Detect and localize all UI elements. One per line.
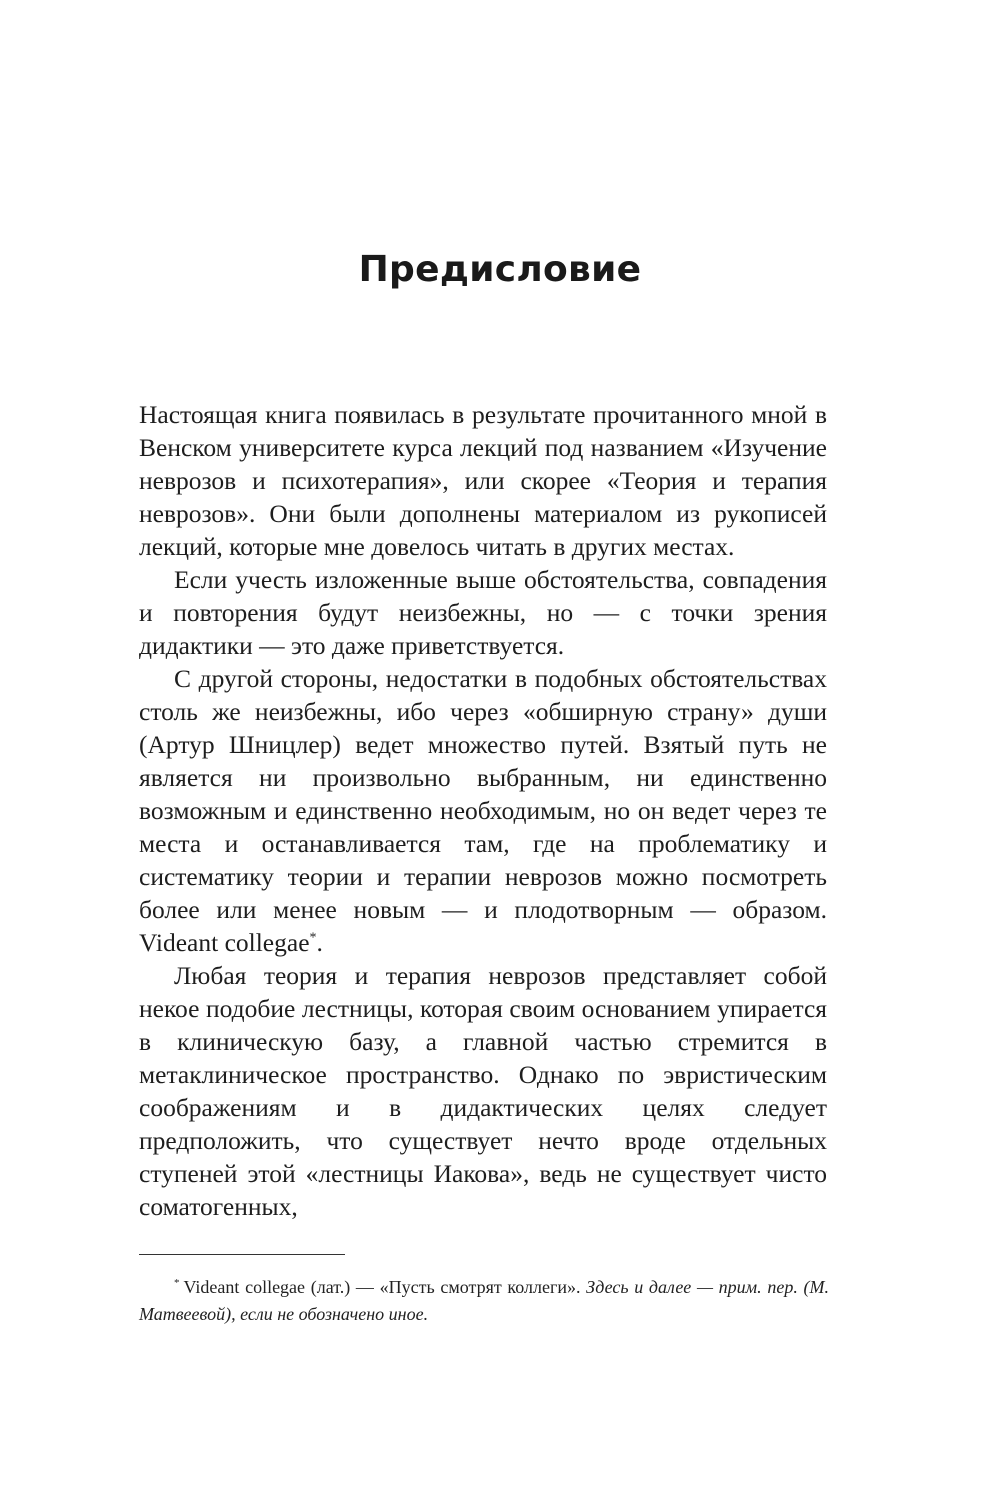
footnote-translator-note: Здесь и далее — прим. пер. (М. Матвеевой), если не обозначено иное.	[139, 1277, 829, 1324]
main-text	[139, 398, 827, 1223]
paragraph-3	[139, 662, 827, 959]
paragraph-3-text: С другой стороны, недостатки в подобных обстоятельствах столь же неизбежны, ибо через «обширную страну» души (Артур Шницлер) ведет множество путей. Взятый путь не является ни произвольно выбранным, ни единственно возможным и единственно необходимым, но он ведет через те места и останавливается там, где на проблематику и систематику теории и терапии неврозов можно посмотреть более или менее новым — и плодотворным — образом. Videant collegae	[139, 664, 827, 957]
paragraph-3-end: .	[316, 928, 323, 957]
footnote-text: Videant collegae (лат.) — «Пусть смотрят коллеги».	[183, 1277, 587, 1297]
paragraph-1: Настоящая книга появилась в результате прочитанного мной в Венском университете курса лекций под названием «Изучение неврозов и психотерапия», или скорее «Теория и терапия неврозов». Они были дополнены материалом из рукописей лекций, которые мне довелось читать в других местах.	[139, 400, 827, 561]
paragraph-2: Если учесть изложенные выше обстоятельства, совпадения и повторения будут неизбежны, но — с точки зрения дидактики — это даже приветствуется.	[139, 565, 827, 660]
footnote-mark: *	[174, 1277, 180, 1289]
footnote	[139, 1274, 829, 1328]
page-title: Предисловие	[358, 249, 642, 290]
footnote-divider	[139, 1254, 345, 1255]
footnote-paragraph	[139, 1274, 829, 1328]
footnote-reference: *	[309, 930, 317, 946]
paragraph-4: Любая теория и терапия неврозов представляет собой некое подобие лестницы, которая своим основанием упирается в клиническую базу, а главной частью стремится в метаклиническое пространство. Однако по эвристическим соображениям и в дидактических целях следует предположить, что существует нечто вроде отдельных ступеней этой «лестницы Иакова», ведь не существует чисто соматогенных,	[139, 961, 827, 1221]
